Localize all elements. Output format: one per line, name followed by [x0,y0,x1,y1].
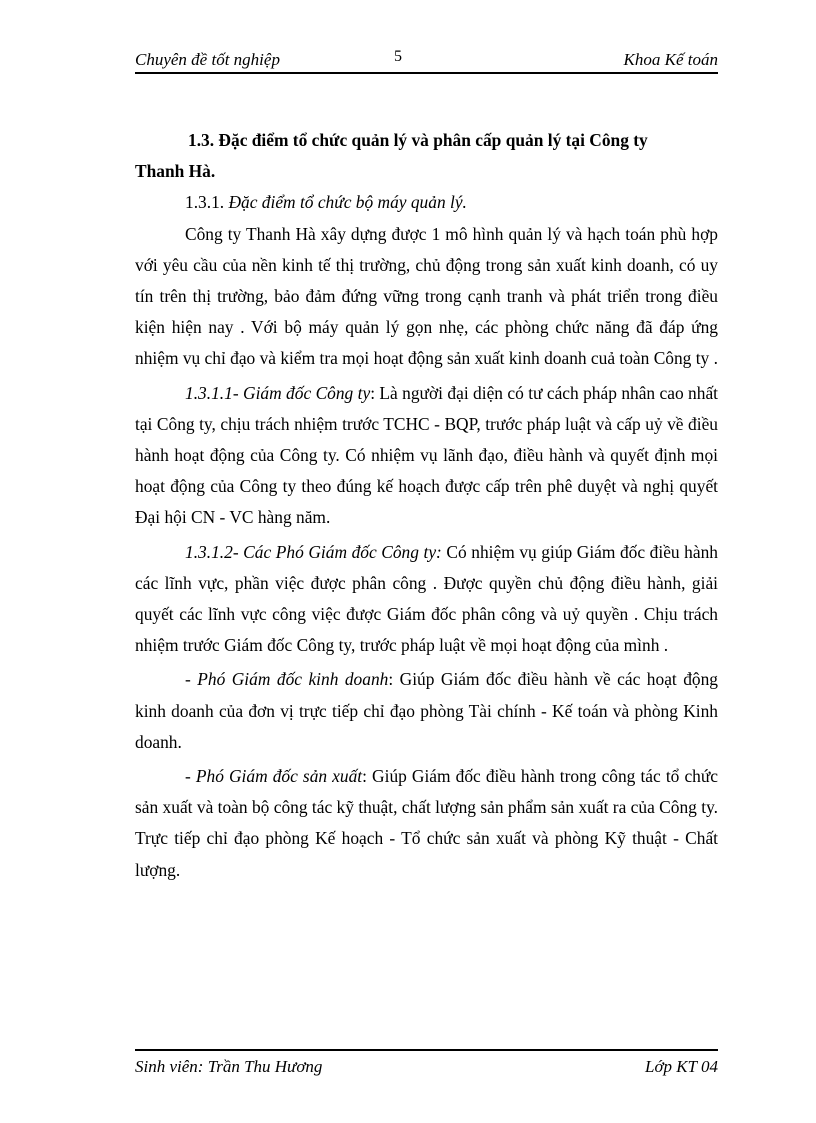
section-heading-line2: Thanh Hà. [135,161,216,182]
subsection-number: 1.3.1. [185,192,229,213]
section-heading [135,125,718,156]
section-heading-cont [135,156,718,187]
production-deputy-text: : Giúp Giám đốc điều hành trong công tác tổ chức sản xuất và toàn bộ công tác kỹ thuật, chất lượng sản phẩm sản xuất ra của Công ty. Trực tiếp chỉ đạo phòng Kế hoạch - Tổ chức sản xuất và phòng Kỹ thuật - Chất lượng. [135,766,719,880]
deputy-label: 1.3.1.2- Các Phó Giám đốc Công ty: [185,541,442,562]
business-deputy-label: - Phó Giám đốc kinh doanh [185,669,389,690]
footer-class: Lớp KT 04 [644,1057,718,1076]
director-paragraph [135,378,718,534]
business-deputy-paragraph [135,664,718,758]
deputy-paragraph [135,537,718,662]
business-deputy-text: : Giúp Giám đốc điều hành về các hoạt động kinh doanh của đơn vị trực tiếp chỉ đạo phòng Tài chính - Kế toán và phòng Kinh doanh. [135,669,718,752]
subsection-heading [135,187,718,218]
deputy-text: Có nhiệm vụ giúp Giám đốc điều hành các lĩnh vực, phần việc được phân công . Được quyền chủ động điều hành, giải quyết các lĩnh vực công việc được Giám đốc phân công và uỷ quyền . Chịu trách nhiệm trước Giám đốc Công ty, trước pháp luật về mọi hoạt động của mình . [135,541,718,656]
document-body [135,125,718,886]
page-number: 5 [394,48,402,65]
footer-student-name: Sinh viên: Trần Thu Hương [135,1057,323,1076]
page-header [135,48,718,74]
production-deputy-paragraph [135,761,718,886]
director-label: 1.3.1.1- Giám đốc Công ty [185,382,371,403]
header-department: Khoa Kế toán [623,50,718,69]
header-document-title: Chuyên đề tốt nghiệp [135,50,280,69]
page-footer [135,1049,718,1076]
intro-paragraph: Công ty Thanh Hà xây dựng được 1 mô hình quản lý và hạch toán phù hợp với yêu cầu của nền kinh tế thị trường, chủ động trong sản xuất kinh doanh, có uy tín trên thị trường, bảo đảm đứng vững trong cạnh tranh và phát triển trong điều kiện hiện nay . Với bộ máy quản lý gọn nhẹ, các phòng chức năng đã đáp ứng nhiệm vụ chỉ đạo và kiểm tra mọi hoạt động sản xuất kinh doanh cuả toàn Công ty . [135,223,718,369]
director-text: : Là người đại diện có tư cách pháp nhân cao nhất tại Công ty, chịu trách nhiệm trước TCHC - BQP, trước pháp luật và cấp uỷ về điều hành hoạt động của Công ty. Có nhiệm vụ lãnh đạo, điều hành và quyết định mọi hoạt động của Công ty theo đúng kế hoạch được cấp trên phê duyệt và nghị quyết Đại hội CN - VC hàng năm. [135,382,718,528]
subsection-title: Đặc điểm tổ chức bộ máy quản lý. [228,192,467,213]
section-heading-line1: 1.3. Đặc điểm tổ chức quản lý và phân cấp quản lý tại Công ty [188,130,648,150]
production-deputy-label: - Phó Giám đốc sản xuất [185,766,363,787]
